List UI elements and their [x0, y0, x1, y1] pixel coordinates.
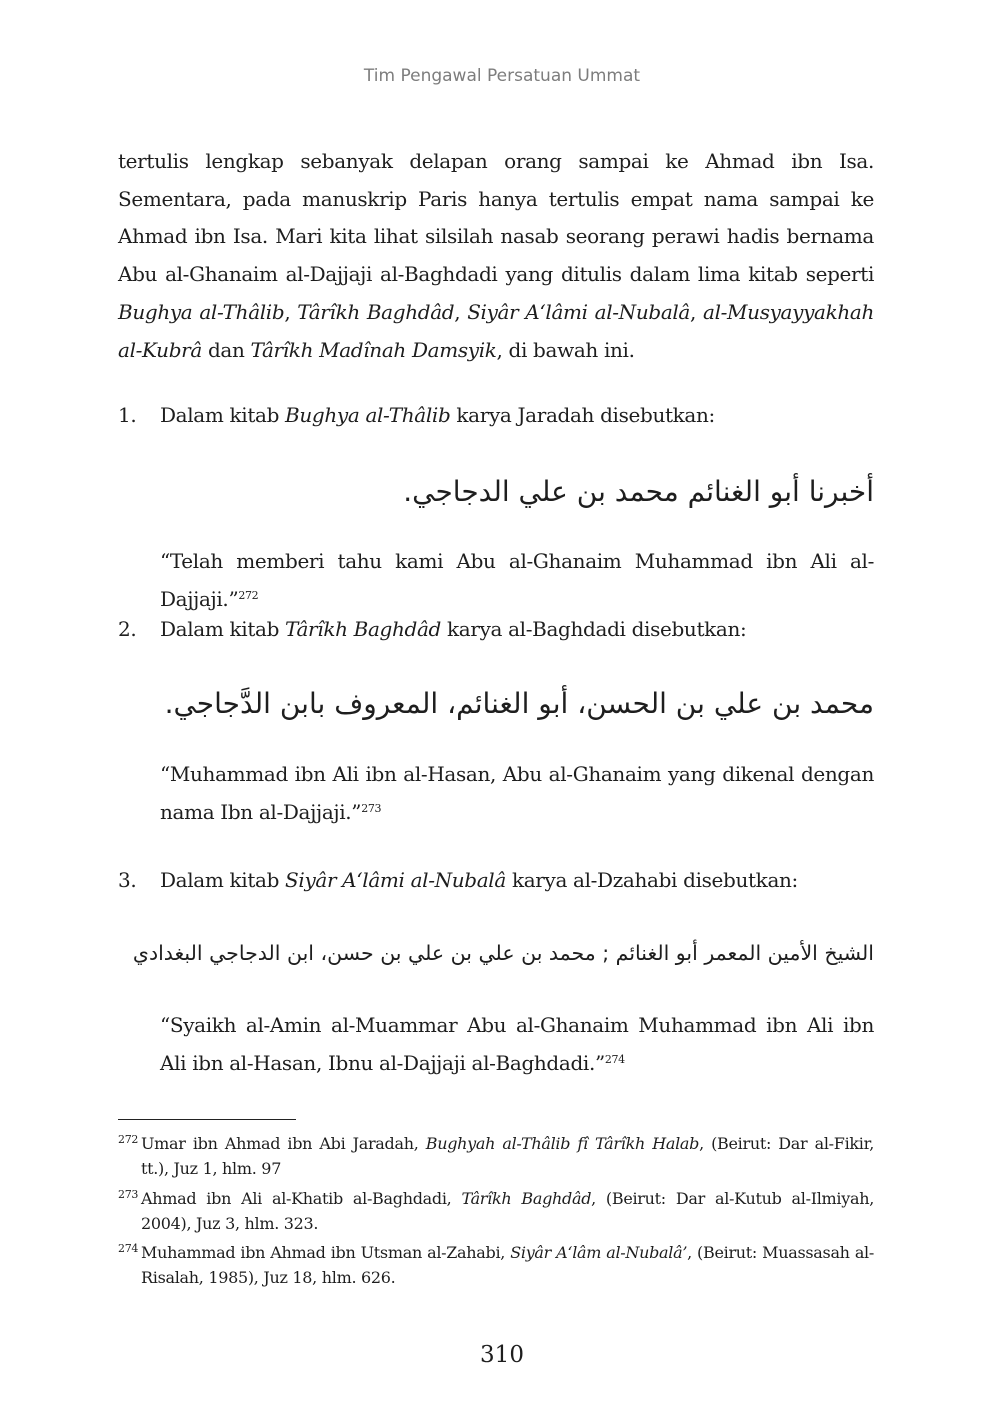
footnote-number: 274 — [118, 1242, 139, 1255]
translation-3 — [160, 1007, 874, 1082]
footnote-pre: Umar ibn Ahmad ibn Abi Jaradah, — [141, 1134, 426, 1153]
translation-text: “Telah memberi tahu kami Abu al-Ghanaim Muhammad ibn Ali al-Dajjaji.” — [160, 549, 874, 611]
list-item-book-title: Târîkh Baghdâd — [285, 617, 442, 641]
list-item-2 — [118, 614, 874, 644]
arabic-quote-3: الشيخ الأمين المعمر أبو الغنائم ; محمد بن علي بن علي بن حسن، ابن الدجاجي البغدادي — [132, 941, 874, 965]
footnote-title: Bughyah al-Thâlib fî Târîkh Halab — [425, 1134, 700, 1153]
footnote-text — [141, 1131, 874, 1181]
footnote-number: 272 — [118, 1133, 139, 1146]
list-item-number: 2. — [118, 617, 137, 641]
intro-separator: , — [284, 299, 298, 324]
intro-text-2: , di bawah ini. — [496, 337, 635, 362]
list-item-prefix: Dalam kitab — [160, 617, 286, 641]
translation-text: “Muhammad ibn Ali ibn al-Hasan, Abu al-Ghanaim yang dikenal dengan nama Ibn al-Dajjaji.” — [160, 762, 874, 824]
footnote-number: 273 — [118, 1188, 139, 1201]
intro-separator: , — [690, 299, 703, 324]
footnote-272 — [118, 1131, 874, 1181]
list-item-prefix: Dalam kitab — [160, 868, 286, 892]
list-item-suffix: karya al-Dzahabi disebutkan: — [505, 868, 798, 892]
list-item-1 — [118, 400, 874, 430]
list-item-number: 3. — [118, 868, 137, 892]
footnote-title: Siyâr A‘lâm al-Nubalâ’ — [510, 1243, 688, 1262]
running-head: Tim Pengawal Persatuan Ummat — [363, 66, 641, 86]
page-number: 310 — [480, 1342, 524, 1368]
translation-2 — [160, 756, 874, 831]
footnote-pre: Muhammad ibn Ahmad ibn Utsman al-Zahabi, — [141, 1243, 511, 1262]
footnote-text — [141, 1240, 874, 1290]
list-item-prefix: Dalam kitab — [160, 403, 286, 427]
footnote-separator — [118, 1119, 296, 1120]
footnote-post: , (Beirut: Dar al-Fikir, tt.), Juz 1, hlm. 97 — [141, 1134, 874, 1178]
list-item-suffix: karya Jaradah disebutkan: — [450, 403, 715, 427]
footnote-title: Târîkh Baghdâd — [461, 1189, 592, 1208]
list-item-book-title: Siyâr A‘lâmi al-Nubalâ — [285, 868, 506, 892]
list-item-number: 1. — [118, 403, 137, 427]
footnote-pre: Ahmad ibn Ali al-Khatib al-Baghdadi, — [141, 1189, 462, 1208]
footnote-274 — [118, 1240, 874, 1290]
footnote-post: , (Beirut: Muassasah al-Risalah, 1985), Juz 18, hlm. 626. — [141, 1243, 874, 1287]
book-title-siyar: Siyâr A‘lâmi al-Nubalâ — [467, 299, 691, 324]
arabic-quote-1: أخبرنا أبو الغنائم محمد بن علي الدجاجي. — [403, 475, 874, 508]
intro-paragraph — [118, 143, 874, 369]
arabic-quote-2: محمد بن علي بن الحسن، أبو الغنائم، المعروف بابن الدَّجاجي. — [164, 687, 874, 720]
footnote-ref-272[interactable]: 272 — [238, 588, 259, 602]
book-title-tarikh-damsyik: Târîkh Madînah Damsyik — [250, 337, 497, 362]
book-title-musyayyakhah: al-Musyayyakhah al-Kubrâ — [118, 299, 875, 362]
translation-text: “Syaikh al-Amin al-Muammar Abu al-Ghanaim Muhammad ibn Ali ibn Ali ibn al-Hasan, Ibnu al-Dajjaji al-Baghdadi.” — [160, 1013, 874, 1075]
footnote-post: , (Beirut: Dar al-Kutub al-Ilmiyah, 2004), Juz 3, hlm. 323. — [141, 1189, 874, 1233]
intro-conjunction: dan — [201, 337, 251, 362]
book-title-tarikh-baghdad: Târîkh Baghdâd — [297, 299, 455, 324]
book-title-bughya: Bughya al-Thâlib — [118, 299, 285, 324]
footnote-ref-274[interactable]: 274 — [604, 1052, 625, 1066]
translation-1 — [160, 543, 874, 618]
intro-text-1: tertulis lengkap sebanyak delapan orang sampai ke Ahmad ibn Isa. Sementara, pada manuskrip Paris hanya tertulis empat nama sampai ke Ahmad ibn Isa. Mari kita lihat silsilah nasab seorang perawi hadis bernama Abu al-Ghanaim al-Dajjaji al-Baghdadi yang ditulis dalam lima kitab seperti — [118, 149, 874, 287]
footnote-text — [141, 1186, 874, 1236]
list-item-suffix: karya al-Baghdadi disebutkan: — [441, 617, 747, 641]
list-item-book-title: Bughya al-Thâlib — [285, 403, 451, 427]
list-item-3 — [118, 865, 874, 895]
intro-separator: , — [454, 299, 468, 324]
footnote-273 — [118, 1186, 874, 1236]
footnote-ref-273[interactable]: 273 — [361, 801, 382, 815]
